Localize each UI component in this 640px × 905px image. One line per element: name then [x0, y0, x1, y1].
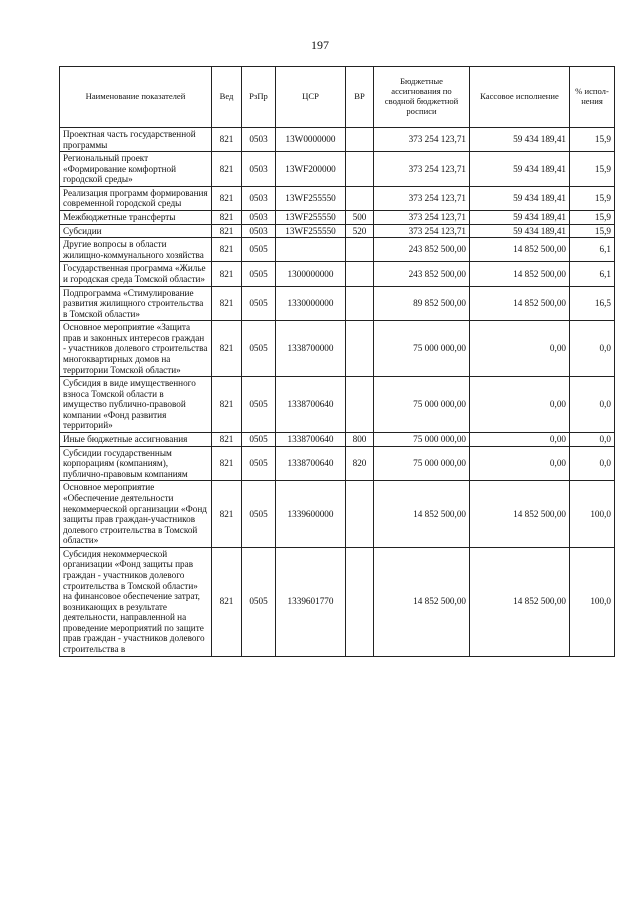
row-name: Реализация программ формирования современной городской среды — [60, 186, 212, 210]
row-ved: 821 — [212, 377, 242, 433]
row-ved: 821 — [212, 211, 242, 225]
row-csr — [276, 238, 346, 262]
row-plan: 373 254 123,71 — [374, 186, 470, 210]
row-pct: 15,9 — [570, 152, 615, 187]
row-csr: 13WF200000 — [276, 152, 346, 187]
row-rzpr: 0503 — [242, 128, 276, 152]
row-plan: 243 852 500,00 — [374, 262, 470, 286]
row-name: Субсидия некоммерческой организации «Фонд защиты прав граждан - участников долевого строительства в Томской области» на финансовое обеспечение затрат, возникающих в результате деятельности, направленной на проведение мероприятий по защите прав граждан - участников долевого строительства в — [60, 547, 212, 656]
row-ved: 821 — [212, 152, 242, 187]
row-ved: 821 — [212, 238, 242, 262]
row-vr — [346, 286, 374, 321]
row-rzpr: 0505 — [242, 238, 276, 262]
row-ved: 821 — [212, 262, 242, 286]
table-row — [60, 238, 615, 262]
row-rzpr: 0505 — [242, 433, 276, 447]
row-vr: 520 — [346, 224, 374, 238]
row-vr: 500 — [346, 211, 374, 225]
row-vr — [346, 238, 374, 262]
table-row — [60, 262, 615, 286]
row-ved: 821 — [212, 446, 242, 481]
row-pct: 16,5 — [570, 286, 615, 321]
row-rzpr: 0505 — [242, 377, 276, 433]
header-exec: Кассовое исполнение — [470, 67, 570, 128]
table-row — [60, 211, 615, 225]
row-ved: 821 — [212, 286, 242, 321]
row-exec: 0,00 — [470, 446, 570, 481]
row-exec: 59 434 189,41 — [470, 186, 570, 210]
row-csr: 13WF255550 — [276, 186, 346, 210]
table-row — [60, 286, 615, 321]
row-name: Субсидии государственным корпорациям (компаниям), публично-правовым компаниям — [60, 446, 212, 481]
row-name: Другие вопросы в области жилищно-коммунального хозяйства — [60, 238, 212, 262]
row-rzpr: 0503 — [242, 152, 276, 187]
row-csr: 1330000000 — [276, 286, 346, 321]
header-vr: ВР — [346, 67, 374, 128]
table-row — [60, 321, 615, 377]
row-pct: 15,9 — [570, 186, 615, 210]
row-exec: 59 434 189,41 — [470, 224, 570, 238]
row-pct: 6,1 — [570, 262, 615, 286]
row-vr — [346, 321, 374, 377]
row-name: Государственная программа «Жилье и городская среда Томской области» — [60, 262, 212, 286]
row-exec: 14 852 500,00 — [470, 238, 570, 262]
row-plan: 75 000 000,00 — [374, 446, 470, 481]
row-rzpr: 0505 — [242, 262, 276, 286]
row-name: Подпрограмма «Стимулирование развития жилищного строительства в Томской области» — [60, 286, 212, 321]
table-row — [60, 128, 615, 152]
row-rzpr: 0505 — [242, 446, 276, 481]
row-rzpr: 0503 — [242, 224, 276, 238]
row-rzpr: 0503 — [242, 186, 276, 210]
row-plan: 75 000 000,00 — [374, 321, 470, 377]
row-csr: 1338700640 — [276, 377, 346, 433]
header-plan: Бюджетные ассигнования по сводной бюджетной росписи — [374, 67, 470, 128]
row-plan: 373 254 123,71 — [374, 128, 470, 152]
table-header-row — [60, 67, 615, 128]
row-exec: 0,00 — [470, 377, 570, 433]
row-vr — [346, 547, 374, 656]
table-row — [60, 481, 615, 547]
row-csr: 13WF255550 — [276, 211, 346, 225]
row-rzpr: 0505 — [242, 286, 276, 321]
page-number: 197 — [311, 38, 329, 52]
row-ved: 821 — [212, 224, 242, 238]
row-name: Региональный проект «Формирование комфортной городской среды» — [60, 152, 212, 187]
header-pct: % испол-нения — [570, 67, 615, 128]
row-csr: 13WF255550 — [276, 224, 346, 238]
row-plan: 75 000 000,00 — [374, 377, 470, 433]
table-row — [60, 377, 615, 433]
row-vr — [346, 377, 374, 433]
header-csr: ЦСР — [276, 67, 346, 128]
row-name: Субсидия в виде имущественного взноса Томской области в имущество публично-правовой компании «Фонд развития территорий» — [60, 377, 212, 433]
row-exec: 14 852 500,00 — [470, 286, 570, 321]
row-exec: 14 852 500,00 — [470, 547, 570, 656]
row-exec: 59 434 189,41 — [470, 128, 570, 152]
row-csr: 1338700640 — [276, 433, 346, 447]
row-ved: 821 — [212, 481, 242, 547]
row-plan: 14 852 500,00 — [374, 481, 470, 547]
row-name: Основное мероприятие «Защита прав и законных интересов граждан - участников долевого строительства многоквартирных домов на территории Томской области» — [60, 321, 212, 377]
row-csr: 1300000000 — [276, 262, 346, 286]
row-pct: 0,0 — [570, 377, 615, 433]
row-csr: 1338700640 — [276, 446, 346, 481]
row-vr — [346, 152, 374, 187]
row-vr: 820 — [346, 446, 374, 481]
row-vr — [346, 262, 374, 286]
row-plan: 373 254 123,71 — [374, 211, 470, 225]
row-ved: 821 — [212, 547, 242, 656]
row-name: Иные бюджетные ассигнования — [60, 433, 212, 447]
row-pct: 6,1 — [570, 238, 615, 262]
row-vr — [346, 186, 374, 210]
row-pct: 100,0 — [570, 547, 615, 656]
row-pct: 15,9 — [570, 211, 615, 225]
row-plan: 75 000 000,00 — [374, 433, 470, 447]
table-row — [60, 152, 615, 187]
row-ved: 821 — [212, 433, 242, 447]
row-exec: 59 434 189,41 — [470, 152, 570, 187]
row-exec: 14 852 500,00 — [470, 481, 570, 547]
row-exec: 0,00 — [470, 321, 570, 377]
row-pct: 100,0 — [570, 481, 615, 547]
row-ved: 821 — [212, 321, 242, 377]
row-name: Субсидии — [60, 224, 212, 238]
row-rzpr: 0505 — [242, 481, 276, 547]
row-vr: 800 — [346, 433, 374, 447]
row-plan: 373 254 123,71 — [374, 152, 470, 187]
row-pct: 0,0 — [570, 321, 615, 377]
row-plan: 243 852 500,00 — [374, 238, 470, 262]
row-csr: 13W0000000 — [276, 128, 346, 152]
row-name: Основное мероприятие «Обеспечение деятельности некоммерческой организации «Фонд защиты прав граждан-участников долевого строительства в Томской области» — [60, 481, 212, 547]
row-pct: 15,9 — [570, 128, 615, 152]
row-plan: 373 254 123,71 — [374, 224, 470, 238]
row-csr: 1339601770 — [276, 547, 346, 656]
row-csr: 1339600000 — [276, 481, 346, 547]
row-exec: 14 852 500,00 — [470, 262, 570, 286]
row-pct: 0,0 — [570, 446, 615, 481]
row-name: Проектная часть государственной программы — [60, 128, 212, 152]
table-row — [60, 186, 615, 210]
table-row — [60, 446, 615, 481]
row-rzpr: 0505 — [242, 547, 276, 656]
header-name: Наименование показателей — [60, 67, 212, 128]
row-rzpr: 0503 — [242, 211, 276, 225]
row-plan: 14 852 500,00 — [374, 547, 470, 656]
header-rzpr: РзПр — [242, 67, 276, 128]
row-exec: 59 434 189,41 — [470, 211, 570, 225]
row-ved: 821 — [212, 186, 242, 210]
row-csr: 1338700000 — [276, 321, 346, 377]
row-rzpr: 0505 — [242, 321, 276, 377]
row-vr — [346, 128, 374, 152]
row-ved: 821 — [212, 128, 242, 152]
row-name: Межбюджетные трансферты — [60, 211, 212, 225]
budget-execution-table — [59, 66, 615, 657]
row-plan: 89 852 500,00 — [374, 286, 470, 321]
header-ved: Вед — [212, 67, 242, 128]
table-row — [60, 547, 615, 656]
row-vr — [346, 481, 374, 547]
row-pct: 15,9 — [570, 224, 615, 238]
table-row — [60, 224, 615, 238]
row-pct: 0,0 — [570, 433, 615, 447]
table-row — [60, 433, 615, 447]
row-exec: 0,00 — [470, 433, 570, 447]
